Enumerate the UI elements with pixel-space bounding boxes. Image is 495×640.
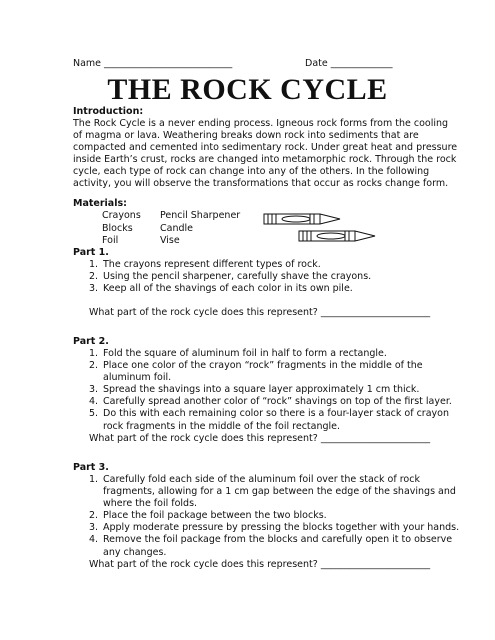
material-item: Pencil Sharpener xyxy=(160,210,241,221)
step-text: Using the pencil sharpener, carefully shave the crayons. xyxy=(103,271,372,283)
step-text: Do this with each remaining color so there is a four-layer stack of crayon xyxy=(103,408,449,420)
part-2-steps xyxy=(89,348,452,433)
step-number: 3. xyxy=(89,522,99,534)
introduction-text xyxy=(73,118,458,191)
step-item xyxy=(89,348,452,360)
introduction-line: compacted and cemented into sedimentary rock. Under great heat and pressure xyxy=(73,142,458,154)
introduction-line: of magma or lava. Weathering breaks down rock into sediments that are xyxy=(73,130,419,142)
materials-list-1 xyxy=(102,210,141,248)
step-text: rock fragments in the middle of the foil rectangle. xyxy=(103,420,341,432)
page-title: THE ROCK CYCLE xyxy=(107,73,388,106)
name-field-label: Name ___________________________ xyxy=(73,58,233,69)
part-3-question: What part of the rock cycle does this represent? _______________________ xyxy=(89,559,431,570)
crayon-icon xyxy=(297,229,377,243)
part-2-heading: Part 2. xyxy=(73,336,109,347)
step-text: Spread the shavings into a square layer approximately 1 cm thick. xyxy=(103,384,420,396)
step-number: 5. xyxy=(89,408,99,420)
step-text: Carefully fold each side of the aluminum foil over the stack of rock xyxy=(103,474,420,485)
step-item xyxy=(89,271,371,283)
step-text: Apply moderate pressure by pressing the blocks together with your hands. xyxy=(103,522,460,534)
step-number: 3. xyxy=(89,384,99,396)
step-number: 2. xyxy=(89,271,99,283)
step-number: 2. xyxy=(89,360,99,372)
step-number: 4. xyxy=(89,534,99,546)
material-item: Foil xyxy=(102,235,119,246)
materials-heading: Materials: xyxy=(73,198,127,209)
material-item: Candle xyxy=(160,222,193,234)
step-text: any changes. xyxy=(103,546,167,558)
step-text: The crayons represent different types of rock. xyxy=(103,259,321,270)
part-2-question: What part of the rock cycle does this represent? _______________________ xyxy=(89,433,431,444)
part-1-question: What part of the rock cycle does this represent? _______________________ xyxy=(89,307,431,318)
step-item xyxy=(89,259,371,271)
step-number: 4. xyxy=(89,396,99,408)
step-number: 1. xyxy=(89,348,99,359)
step-item xyxy=(89,534,459,558)
step-number: 1. xyxy=(89,259,99,270)
step-text: Fold the square of aluminum foil in half to form a rectangle. xyxy=(103,348,387,359)
step-text: aluminum foil. xyxy=(103,372,172,384)
materials-list-2 xyxy=(160,210,240,248)
part-3-steps xyxy=(89,474,459,559)
step-item xyxy=(89,283,371,295)
step-text: fragments, allowing for a 1 cm gap between the edge of the shavings and xyxy=(103,486,456,498)
step-item xyxy=(89,384,452,396)
step-number: 1. xyxy=(89,474,99,485)
step-text: where the foil folds. xyxy=(103,498,198,510)
material-item: Blocks xyxy=(102,222,133,234)
part-3-heading: Part 3. xyxy=(73,462,109,473)
step-item xyxy=(89,474,459,510)
step-text: Remove the foil package from the blocks and carefully open it to observe xyxy=(103,534,453,546)
introduction-line: cycle, each type of rock can change into any of the others. In the following xyxy=(73,166,430,178)
introduction-line: inside Earth’s crust, rocks are changed into metamorphic rock. Through the rock xyxy=(73,154,457,166)
introduction-line: The Rock Cycle is a never ending process. Igneous rock forms from the cooling xyxy=(73,118,449,129)
part-1-heading: Part 1. xyxy=(73,247,109,258)
step-text: Carefully spread another color of “rock” shavings on top of the first layer. xyxy=(103,396,452,408)
introduction-line: activity, you will observe the transformations that occur as rocks change form. xyxy=(73,178,449,190)
step-text: Place the foil package between the two blocks. xyxy=(103,510,327,522)
date-field-label: Date _____________ xyxy=(305,58,393,69)
step-item xyxy=(89,360,452,384)
material-item: Vise xyxy=(160,235,180,246)
crayon-icon xyxy=(262,212,342,226)
step-item xyxy=(89,510,459,522)
step-text: Place one color of the crayon “rock” fragments in the middle of the xyxy=(103,360,423,372)
step-text: Keep all of the shavings of each color in its own pile. xyxy=(103,283,353,295)
step-item xyxy=(89,408,452,432)
step-number: 3. xyxy=(89,283,99,295)
step-item xyxy=(89,396,452,408)
step-item xyxy=(89,522,459,534)
part-1-steps xyxy=(89,259,371,295)
material-item: Crayons xyxy=(102,210,141,221)
introduction-heading: Introduction: xyxy=(73,106,144,117)
step-number: 2. xyxy=(89,510,99,522)
